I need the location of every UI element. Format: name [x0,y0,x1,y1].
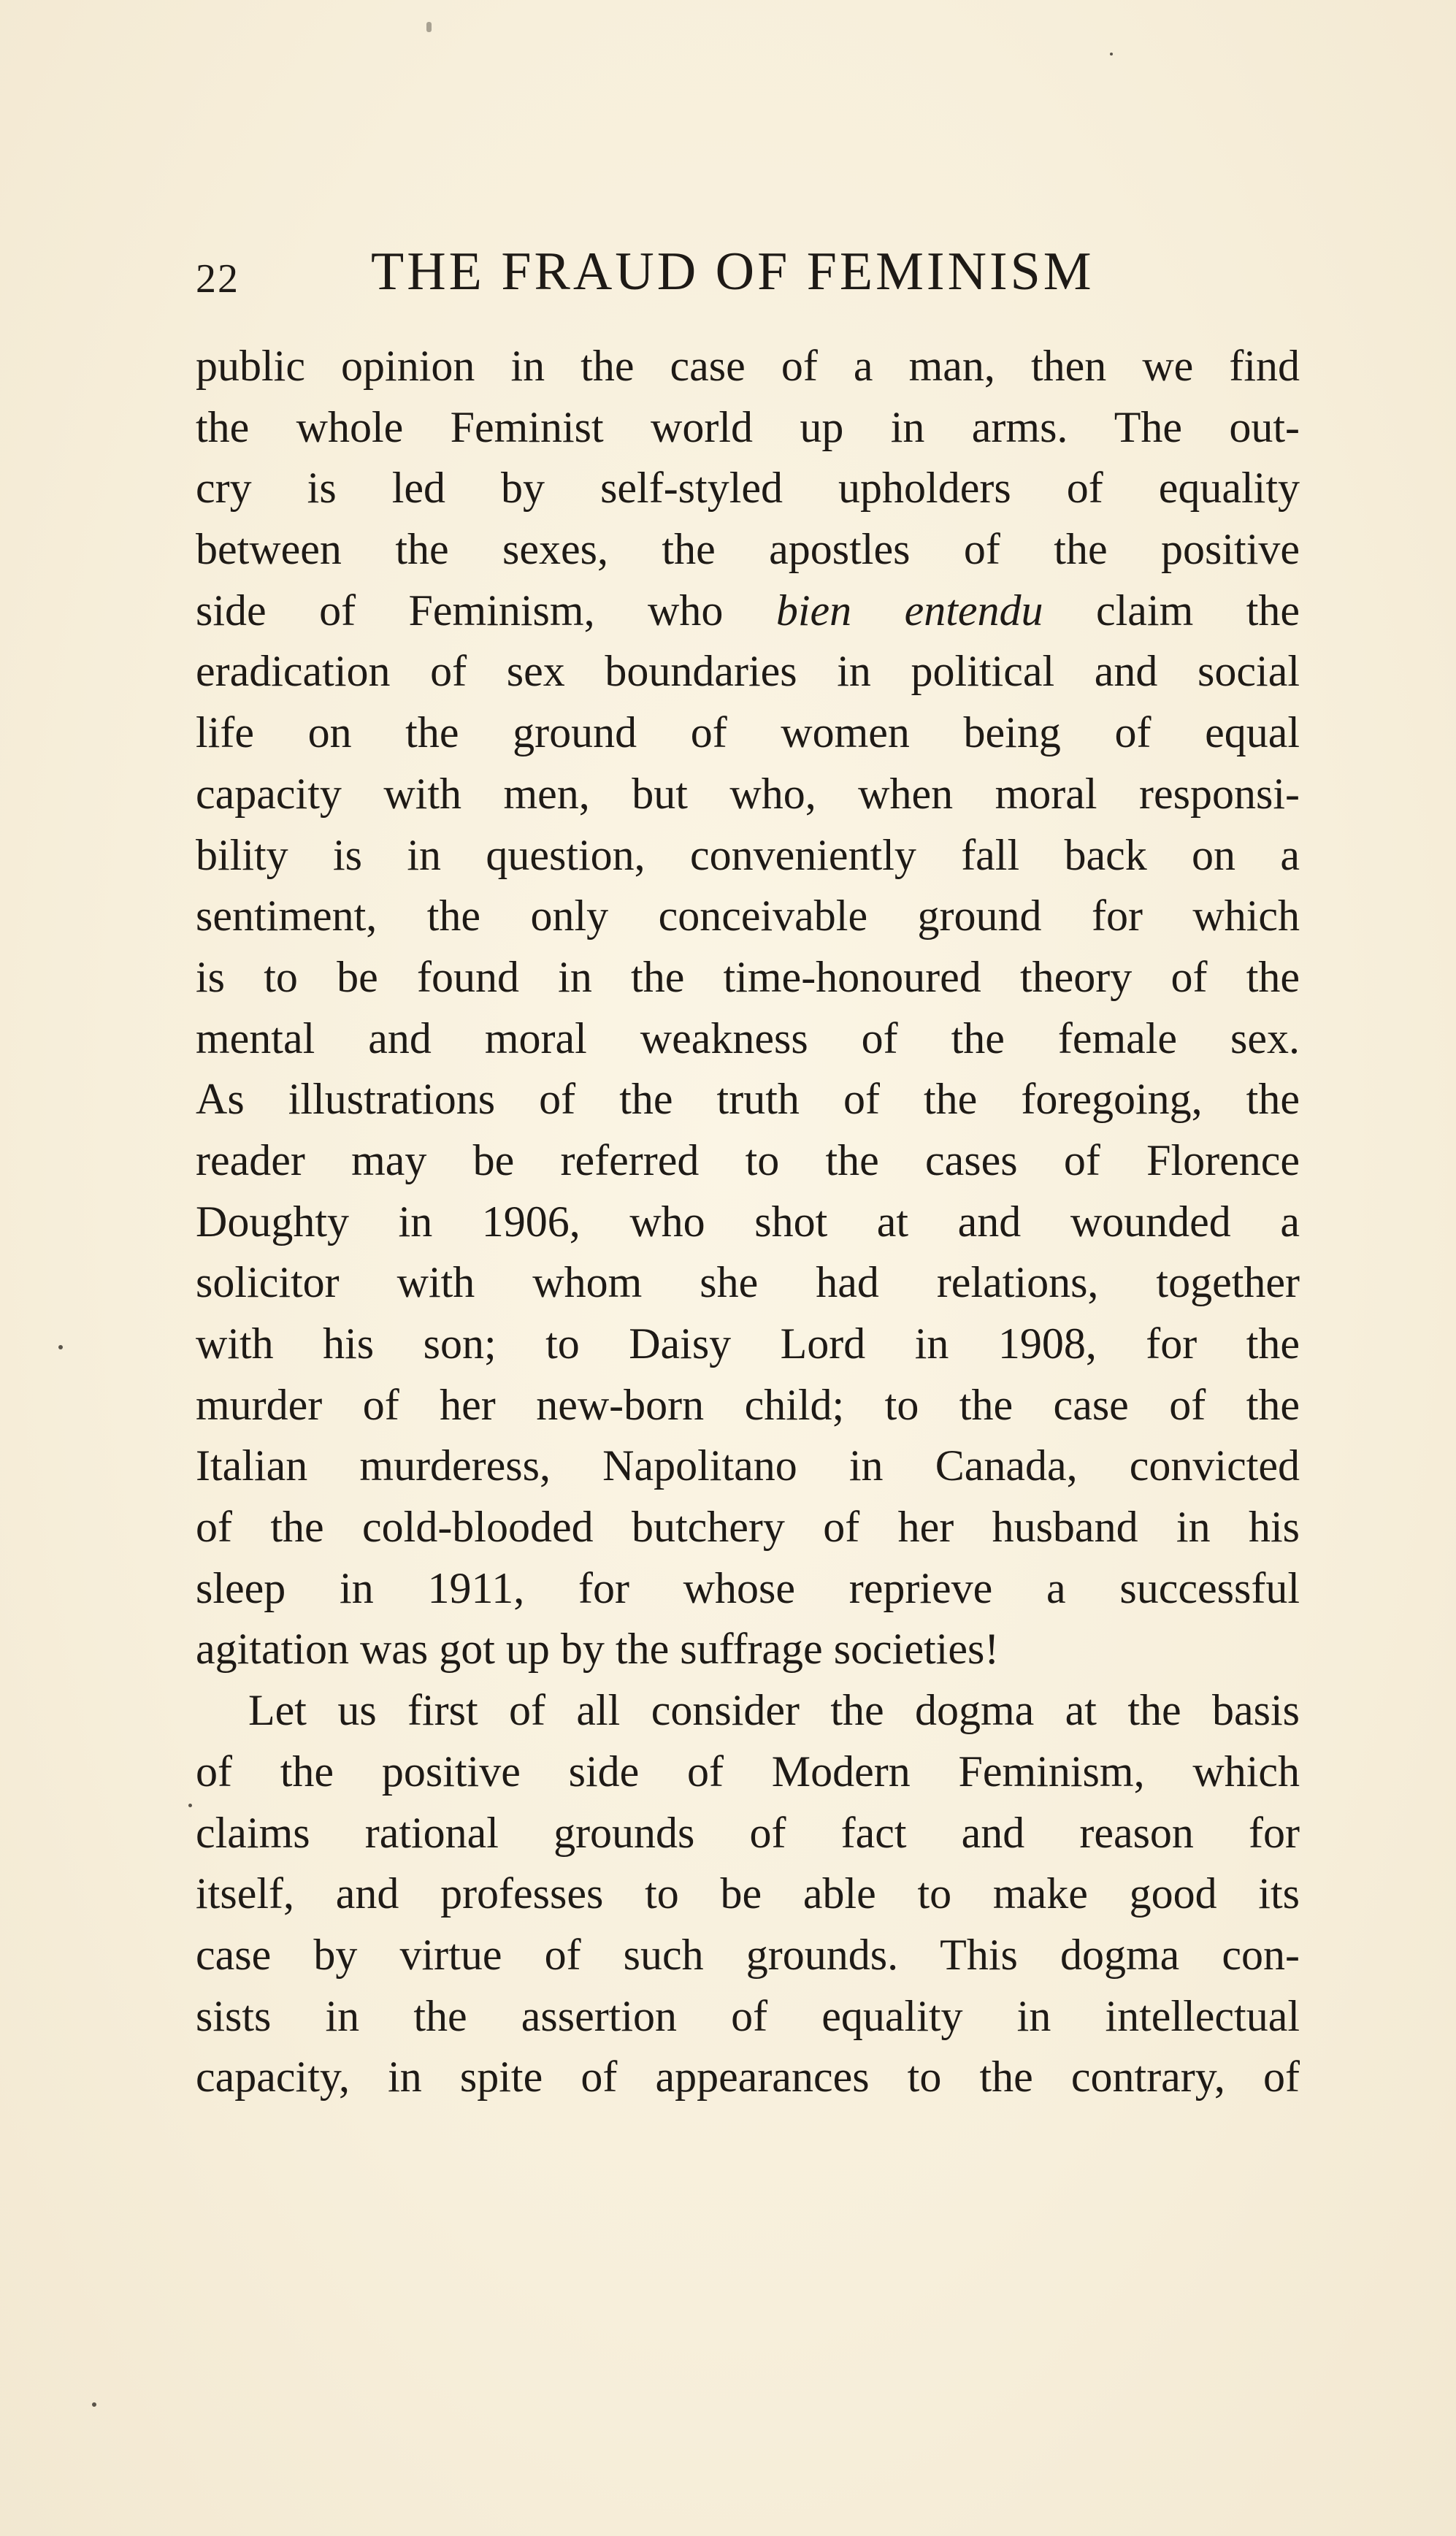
paragraph-2 [196,1680,1300,2108]
text-line: As illustrations of the truth of the foregoing, the [196,1075,1300,1124]
paper-speck [1110,53,1113,55]
text-line: of the cold-blooded butchery of her husband in his [196,1503,1300,1552]
paper-speck [426,22,432,32]
text-line: itself, and professes to be able to make good its [196,1869,1300,1918]
text-line: capacity with men, but who, when moral responsi- [196,769,1300,818]
paper-speck [92,2402,96,2407]
text-line: Let us first of all consider the dogma at the basis [248,1686,1300,1735]
text-line: public opinion in the case of a man, then we find [196,342,1300,390]
text-line: case by virtue of such grounds. This dogma con- [196,1930,1300,1979]
text-line: bility is in question, conveniently fall back on a [196,830,1300,879]
text-line: murder of her new-born child; to the case of the [196,1380,1300,1429]
text-line: mental and moral weakness of the female sex. [196,1014,1300,1062]
text-line: Doughty in 1906, who shot at and wounded a [196,1197,1300,1246]
running-title: THE FRAUD OF FEMINISM [371,242,1095,302]
text-line: claims rational grounds of fact and reason for [196,1808,1300,1857]
text-line: eradication of sex boundaries in political and social [196,647,1300,696]
italic-phrase: bien entendu [775,586,1043,635]
text-line: life on the ground of women being of equal [196,708,1300,757]
text-line: cry is led by self-styled upholders of equality [196,464,1300,513]
text-line: sleep in 1911, for whose reprieve a successful [196,1563,1300,1612]
text-line: is to be found in the time-honoured theory of the [196,952,1300,1001]
text-span: claim the [1096,586,1300,635]
paper-speck [58,1345,63,1349]
text-line: capacity, in spite of appearances to the contrary, of [196,2053,1300,2102]
text-line: agitation was got up by the suffrage societies! [196,1625,1000,1674]
text-span: side of Feminism, who [196,586,724,635]
page-number: 22 [196,256,240,302]
text-line: reader may be referred to the cases of Florence [196,1135,1300,1184]
text-line: with his son; to Daisy Lord in 1908, for the [196,1319,1300,1368]
text-line [196,581,1300,642]
paragraph-1 [196,336,1300,1680]
text-line: sentiment, the only conceivable ground for which [196,892,1300,941]
text-line: between the sexes, the apostles of the positive [196,525,1300,574]
text-line: solicitor with whom she had relations, together [196,1258,1300,1307]
paper-speck [188,1804,192,1807]
page-header [196,241,1138,307]
text-line: the whole Feminist world up in arms. The out- [196,402,1300,451]
text-line: Italian murderess, Napolitano in Canada, convicted [196,1441,1300,1490]
text-line: sists in the assertion of equality in intellectual [196,1991,1300,2040]
page-body [196,336,1300,2108]
text-line: of the positive side of Modern Feminism, which [196,1747,1300,1796]
